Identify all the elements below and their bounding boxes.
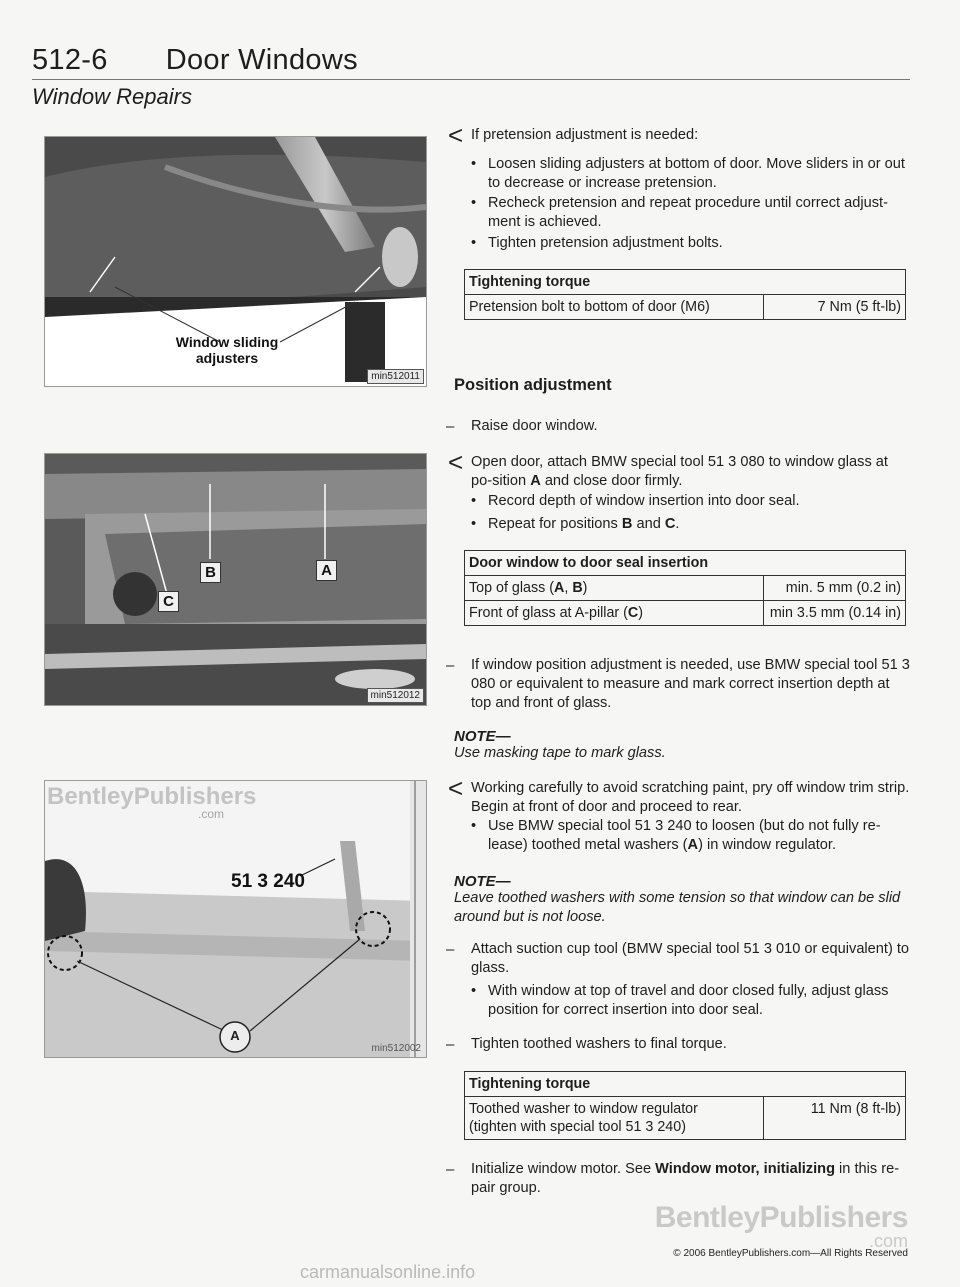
text-line: (tighten with special tool 51 3 240) xyxy=(469,1119,686,1135)
figure-pointer-icon: < xyxy=(448,447,464,477)
table-cell-value: min 3.5 mm (0.14 in) xyxy=(764,601,906,626)
table-cell-value: 7 Nm (5 ft-lb) xyxy=(764,295,906,320)
list-item: • With window at top of travel and door closed fully, adjust glass position for correct insertion into door seal. xyxy=(471,982,911,1020)
table-title: Tightening torque xyxy=(465,1072,906,1097)
text-run-bold: C xyxy=(664,516,676,532)
list-item: • Loosen sliding adjusters at bottom of door. Move sliders in or out to decrease or increase pretension. xyxy=(471,155,911,193)
dash-marker: – xyxy=(446,1036,455,1053)
figure-label-line: Window sliding xyxy=(175,334,279,350)
table-cell-value: 11 Nm (8 ft-lb) xyxy=(764,1097,906,1140)
table-cell-item xyxy=(465,601,764,626)
figure-code: min512002 xyxy=(371,1043,421,1054)
torque-table-pretension xyxy=(464,269,906,320)
car-window-photo xyxy=(45,454,426,705)
note-heading: NOTE— xyxy=(454,728,511,745)
table-cell-value: min. 5 mm (0.2 in) xyxy=(764,576,906,601)
figure-pointer-icon: < xyxy=(448,120,464,150)
figure-insertion-positions xyxy=(44,453,427,706)
step-tighten-washers: Tighten toothed washers to final torque. xyxy=(471,1036,727,1052)
figure-brand-com: .com xyxy=(198,807,225,821)
table-cell-item: Pretension bolt to bottom of door (M6) xyxy=(465,295,764,320)
table-cell-item xyxy=(465,1097,764,1140)
text-run: in this re-pair group. xyxy=(471,1161,900,1196)
table-row xyxy=(465,1097,906,1140)
position-label-a: A xyxy=(316,560,337,581)
section-subtitle: Window Repairs xyxy=(32,84,192,109)
table-row xyxy=(465,601,906,626)
table-title: Tightening torque xyxy=(465,270,906,295)
figure-label-line: adjusters xyxy=(195,350,259,366)
text-run: ) xyxy=(582,580,588,596)
list-item: • Recheck pretension and repeat procedure until correct adjust-ment is achieved. xyxy=(471,194,911,232)
header-rule xyxy=(32,79,910,80)
text-run-bold: C xyxy=(627,605,639,621)
text-run: Front of glass at A-pillar ( xyxy=(469,605,628,621)
step-pretension-intro: If pretension adjustment is needed: xyxy=(471,127,699,143)
text-run: ) in window regulator. xyxy=(698,837,836,853)
position-label-b: B xyxy=(200,562,221,583)
door-tool-photo xyxy=(45,781,426,1057)
table-row xyxy=(465,295,906,320)
dash-marker: – xyxy=(446,418,455,435)
step-initialize-motor xyxy=(471,1160,911,1198)
text-run: Top of glass ( xyxy=(469,580,555,596)
text-run: and close door firmly. xyxy=(540,473,683,489)
step-trim-strip: Working carefully to avoid scratching paint, pry off window trim strip. Begin at front of door and proceed to rear. xyxy=(471,780,910,815)
publisher-logo-com: .com xyxy=(868,1231,908,1251)
dash-marker: – xyxy=(446,657,455,674)
callout-a: A xyxy=(230,1028,240,1043)
text-run: Open door, attach BMW special tool 51 3 080 to window glass at po-sition xyxy=(471,454,888,489)
cross-reference-link[interactable]: Window motor, initializing xyxy=(655,1161,835,1177)
table-row xyxy=(465,576,906,601)
insertion-table xyxy=(464,550,906,626)
list-item xyxy=(471,515,911,534)
text-run: Initialize window motor. See xyxy=(471,1161,656,1177)
copyright-notice: © 2006 BentleyPublishers.com—All Rights Reserved xyxy=(673,1248,908,1259)
text-run-bold: A xyxy=(530,473,541,489)
note-heading: NOTE— xyxy=(454,873,511,890)
section-heading: Position adjustment xyxy=(454,376,612,394)
list-item xyxy=(471,817,911,855)
step-open-door xyxy=(471,453,911,491)
publisher-logo: BentleyPublishers xyxy=(654,1201,908,1234)
figure-code: min512012 xyxy=(367,688,424,703)
torque-table-washer xyxy=(464,1071,906,1140)
figure-pointer-icon: < xyxy=(448,773,464,803)
table-title: Door window to door seal insertion xyxy=(465,551,906,576)
text-run: Repeat for positions xyxy=(488,516,622,532)
list-item: • Tighten pretension adjustment bolts. xyxy=(471,234,911,253)
step-raise-window: Raise door window. xyxy=(471,418,598,434)
list-item: • Record depth of window insertion into door seal. xyxy=(471,492,911,511)
text-run: . xyxy=(675,516,680,532)
page-title: 512-6 Door Windows xyxy=(32,44,358,76)
position-label-c: C xyxy=(158,591,179,612)
text-line: Toothed washer to window regulator xyxy=(469,1101,698,1117)
figure-tool-number: 51 3 240 xyxy=(231,871,305,892)
dash-marker: – xyxy=(446,941,455,958)
figure-label-adjusters xyxy=(167,334,287,366)
step-position-adjust: If window position adjustment is needed, use BMW special tool 51 3 080 or equivalent to measure and mark correct insertion depth at top and front of glass. xyxy=(471,657,910,711)
text-run: and xyxy=(632,516,665,532)
step-suction-cup: Attach suction cup tool (BMW special tool 51 3 010 or equivalent) to glass. xyxy=(471,941,910,976)
site-watermark: carmanualsonline.info xyxy=(300,1262,476,1282)
text-run-bold: A xyxy=(554,580,565,596)
text-run-bold: A xyxy=(687,837,699,853)
note-text: Leave toothed washers with some tension so that window can be slid around but is not loose. xyxy=(454,890,901,925)
text-run: Use BMW special tool 51 3 240 to loosen (but do not fully re-lease) toothed metal washers ( xyxy=(488,818,881,853)
figure-brand-logo: BentleyPublishers xyxy=(47,783,257,810)
figure-code: min512011 xyxy=(367,369,424,384)
text-run-bold: B xyxy=(621,516,633,532)
figure-sliding-adjusters xyxy=(44,136,427,387)
text-run: ) xyxy=(638,605,644,621)
text-run: , xyxy=(564,580,573,596)
table-cell-item xyxy=(465,576,764,601)
dash-marker: – xyxy=(446,1161,455,1178)
text-run-bold: B xyxy=(572,580,583,596)
figure-toothed-washers xyxy=(44,780,427,1058)
note-text: Use masking tape to mark glass. xyxy=(454,745,666,761)
